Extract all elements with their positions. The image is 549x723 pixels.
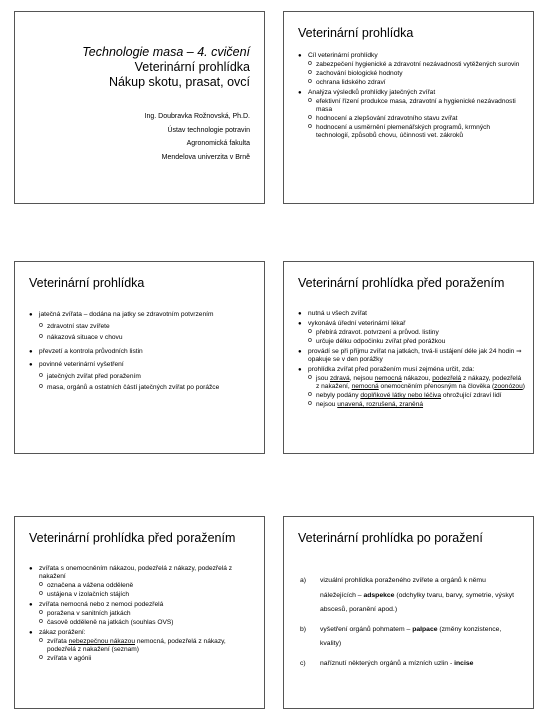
sub-item: o nejsou unavená, rozrušená, zraněná bbox=[308, 401, 525, 409]
topic-title: Veterinární prohlídka bbox=[134, 60, 250, 74]
sub-item: o zvířata v agónii bbox=[39, 655, 256, 663]
sub-item: o zvířata nebezpečnou nákazou nemocná, podezřelá z nákazy, podezřelá z nakažení (seznam) bbox=[39, 638, 256, 654]
sub-item: o efektivní řízení produkce masa, zdravotní a hygienické nezávadnosti masa bbox=[308, 98, 525, 114]
sub-item: o poražena v sanitních jatkách bbox=[39, 610, 256, 618]
slide-1-title bbox=[82, 45, 250, 90]
bullet-list bbox=[298, 310, 525, 411]
slide-2 bbox=[283, 11, 534, 204]
sub-item: o ochrana lidského zdraví bbox=[308, 79, 525, 87]
list-item: ● nutná u všech zvířat bbox=[298, 310, 525, 318]
sub-list bbox=[39, 372, 256, 394]
bullet-text: povinné veterinární vyšetření bbox=[39, 361, 124, 368]
bullet-text: zvířata nemocná nebo z nemoci podezřelá bbox=[39, 601, 164, 608]
list-item: b) vyšetření orgánů pohmatem – palpace (změny konzistence, kvality) bbox=[300, 625, 502, 647]
sub-item: o jsou zdravá, nejsou nemocná nákazou, podezřelá z nákazy, podezřelá z nakažení, nemocná onemocněním přenosným na člověka (zoonózou) bbox=[308, 375, 525, 391]
bullet-text: prohlídka zvířat před poražením musí zejména určit, zda: bbox=[308, 366, 475, 373]
bullet-list bbox=[29, 310, 256, 397]
sub-list bbox=[39, 610, 256, 627]
institute-name: Ústav technologie potravin bbox=[167, 126, 250, 134]
bullet-text: zákaz porážení: bbox=[39, 629, 86, 636]
bullet-text: jatečná zvířata – dodána na jatky se zdravotním potvrzením bbox=[39, 311, 214, 318]
list-item bbox=[29, 310, 256, 344]
sub-item: o přebírá zdravot. potvrzení a průvod. listiny bbox=[308, 329, 525, 337]
sub-list bbox=[39, 582, 256, 599]
sub-item: o ustájena v izolačních stájích bbox=[39, 591, 256, 599]
sub-item: o určuje délku odpočinku zvířat před porážkou bbox=[308, 338, 525, 346]
list-item bbox=[29, 601, 256, 627]
sub-item: o hodnocení a usměrnění plemenářských programů, krmných technologií, způsobů chovu, účinnosti vet. zákroků bbox=[308, 124, 525, 140]
sub-item: o zdravotní stav zvířete bbox=[39, 322, 256, 333]
author-name: Ing. Doubravka Rožnovská, Ph.D. bbox=[144, 113, 250, 120]
sub-item: o jatečných zvířat před poražením bbox=[39, 372, 256, 383]
sub-list bbox=[39, 638, 256, 663]
list-item bbox=[298, 89, 525, 140]
sub-item: o hodnocení a zlepšování zdravotního stavu zvířat bbox=[308, 115, 525, 123]
slide-1 bbox=[14, 11, 265, 204]
bullet-text: Analýza výsledků prohlídky jatečných zvířat bbox=[308, 89, 436, 96]
list-item bbox=[29, 360, 256, 394]
slide-5 bbox=[14, 516, 265, 709]
list-item: ● provádí se při příjmu zvířat na jatkách, trvá-li ustájení déle jak 24 hodin ⇒ opakuje se v den porážky bbox=[298, 348, 525, 364]
university-name: Mendelova univerzita v Brně bbox=[161, 153, 250, 161]
slide-title: Veterinární prohlídka bbox=[29, 276, 145, 290]
slide-6 bbox=[283, 516, 534, 709]
list-item: ● převzetí a kontrola průvodních listin bbox=[29, 347, 256, 358]
faculty-name: Agronomická fakulta bbox=[186, 140, 250, 147]
author-block bbox=[145, 110, 250, 164]
sub-list bbox=[308, 329, 525, 346]
slide-title: Veterinární prohlídka před poražením bbox=[29, 531, 236, 545]
list-item bbox=[298, 366, 525, 409]
sub-list bbox=[308, 98, 525, 140]
bullet-list bbox=[29, 565, 256, 665]
list-item bbox=[298, 320, 525, 346]
slide-title: Veterinární prohlídka bbox=[298, 26, 414, 40]
list-item bbox=[29, 565, 256, 599]
list-item: a) vizuální prohlídka poraženého zvířete a orgánů k němu náležejících – adspekce (odchylky tvaru, barvy, symetrie, výskyt abscesů, poranění apod.) bbox=[300, 577, 515, 613]
list-item: c) naříznutí některých orgánů a mízních uzlin - incise bbox=[300, 659, 474, 667]
sub-item: o nebyly podány doplňkové látky nebo léčiva ohrožující zdraví lidí bbox=[308, 392, 525, 400]
sub-item: o časově odděleně na jatkách (souhlas OVS) bbox=[39, 619, 256, 627]
sub-item: o označena a vážena odděleně bbox=[39, 582, 256, 590]
sub-list bbox=[308, 61, 525, 87]
slide-3 bbox=[14, 261, 265, 454]
slide-title: Veterinární prohlídka před poražením bbox=[298, 276, 505, 290]
sub-list bbox=[308, 375, 525, 409]
bullet-text: vykonává úřední veterinární lékař bbox=[308, 320, 406, 327]
sub-item: o masa, orgánů a ostatních částí jatečných zvířat po porážce bbox=[39, 383, 256, 394]
bullet-text: Cíl veterinární prohlídky bbox=[308, 52, 378, 59]
bullet-list bbox=[298, 52, 525, 142]
list-item bbox=[298, 52, 525, 87]
list-item bbox=[29, 629, 256, 663]
slide-title: Veterinární prohlídka po poražení bbox=[298, 531, 483, 545]
topic-subtitle: Nákup skotu, prasat, ovcí bbox=[108, 75, 250, 89]
sub-item: o zabezpečení hygienické a zdravotní nezávadnosti vytěžených surovin bbox=[308, 61, 525, 69]
sub-list bbox=[39, 322, 256, 344]
procedure-list bbox=[300, 574, 523, 676]
course-title: Technologie masa – 4. cvičení bbox=[82, 45, 250, 59]
sub-item: o zachování biologické hodnoty bbox=[308, 70, 525, 78]
sub-item: o nákazová situace v chovu bbox=[39, 333, 256, 344]
bullet-text: zvířata s onemocněním nákazou, podezřelá z nákazy, podezřelá z nakažení bbox=[39, 565, 233, 580]
slide-4 bbox=[283, 261, 534, 454]
